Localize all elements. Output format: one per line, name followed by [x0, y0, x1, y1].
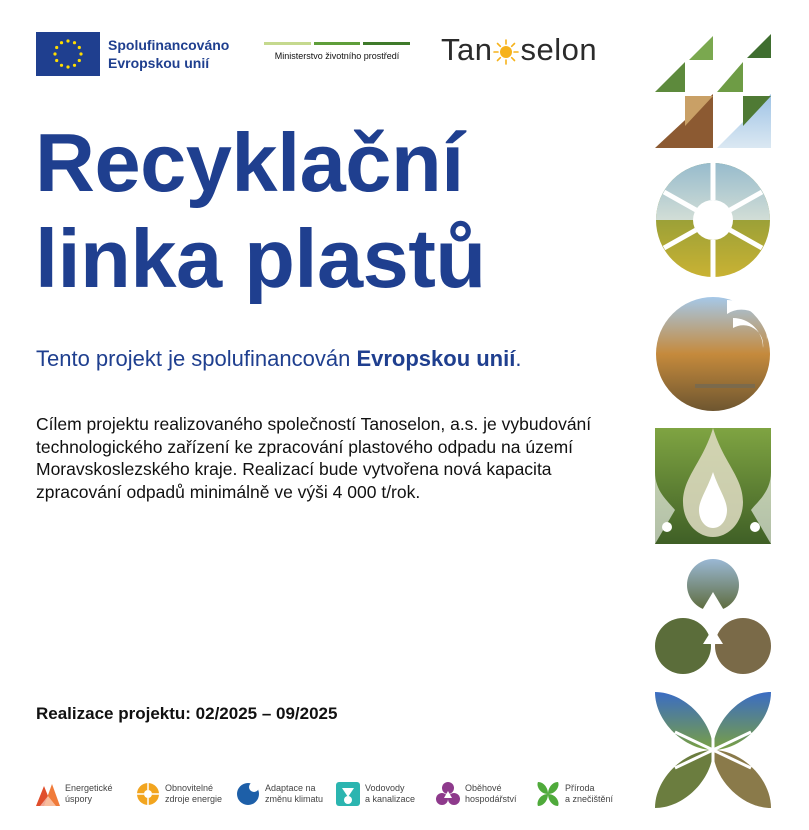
project-period: Realizace projektu: 02/2025 – 09/2025: [36, 704, 338, 723]
meadow-circle: [656, 163, 770, 277]
logo-bar: [36, 30, 616, 78]
ministry-logo: [264, 42, 410, 61]
category-energy-savings: [36, 782, 113, 806]
category-water-sewage: [336, 782, 415, 806]
climate-adaptation-icon: [236, 782, 260, 806]
ministry-color-bars: [264, 42, 410, 45]
eu-flag-icon: [36, 32, 100, 76]
renewable-energy-icon: [136, 782, 160, 806]
butterfly-wings: [655, 692, 771, 808]
three-circles: [655, 559, 771, 674]
category-circular-economy: [436, 782, 517, 806]
company-name-prefix: Tan: [441, 32, 493, 67]
forest-triangles: [655, 34, 771, 148]
water-drops: [655, 428, 771, 544]
category-label: Oběhové hospodářství: [465, 783, 517, 804]
category-label: Obnovitelné zdroje energie: [165, 783, 223, 804]
tanoselon-logo: [441, 32, 597, 68]
nature-collage-graphic: [655, 32, 773, 812]
subtitle-bold: Evropskou unií: [356, 346, 516, 371]
category-label: Adaptace na změnu klimatu: [265, 783, 324, 804]
category-renewable-energy: [136, 782, 222, 806]
project-description: Cílem projektu realizovaného společností Tanoselon, a.s. je vybudování technologického zařízení ke zpracování plastového odpadu na území Moravskoslezského kraje. Realizací bude vytvořena nová kapacita zpracování odpadů minimálně ve výši 4 000 t/rok.: [36, 414, 592, 502]
category-strip: [36, 782, 626, 812]
company-name-suffix: selon: [520, 32, 598, 67]
water-sewage-icon: [336, 782, 360, 806]
circular-economy-icon: [436, 782, 460, 806]
subtitle-suffix: .: [515, 346, 522, 371]
title-line-1: Recyklační: [35, 116, 464, 209]
category-label: Energetické úspory: [65, 783, 113, 804]
title-line-2: linka plastů: [35, 212, 486, 305]
ministry-label: Ministerstvo životního prostředí: [274, 51, 400, 61]
page-title: [35, 115, 486, 307]
subtitle: [36, 346, 521, 372]
sun-icon: [493, 37, 519, 63]
category-climate-adaptation: [236, 782, 323, 806]
energy-savings-icon: [36, 782, 60, 806]
category-label: Vodovody a kanalizace: [365, 783, 416, 804]
eu-cofunding-label: Spolufinancováno Evropskou unií: [108, 37, 230, 71]
autumn-lake-circle: [656, 297, 770, 411]
decorative-nature-column: [655, 32, 773, 812]
category-label: Příroda a znečištění: [565, 783, 614, 804]
category-nature-pollution: [536, 782, 613, 806]
nature-pollution-icon: [536, 782, 560, 806]
subtitle-prefix: Tento projekt je spolufinancován: [36, 346, 357, 371]
